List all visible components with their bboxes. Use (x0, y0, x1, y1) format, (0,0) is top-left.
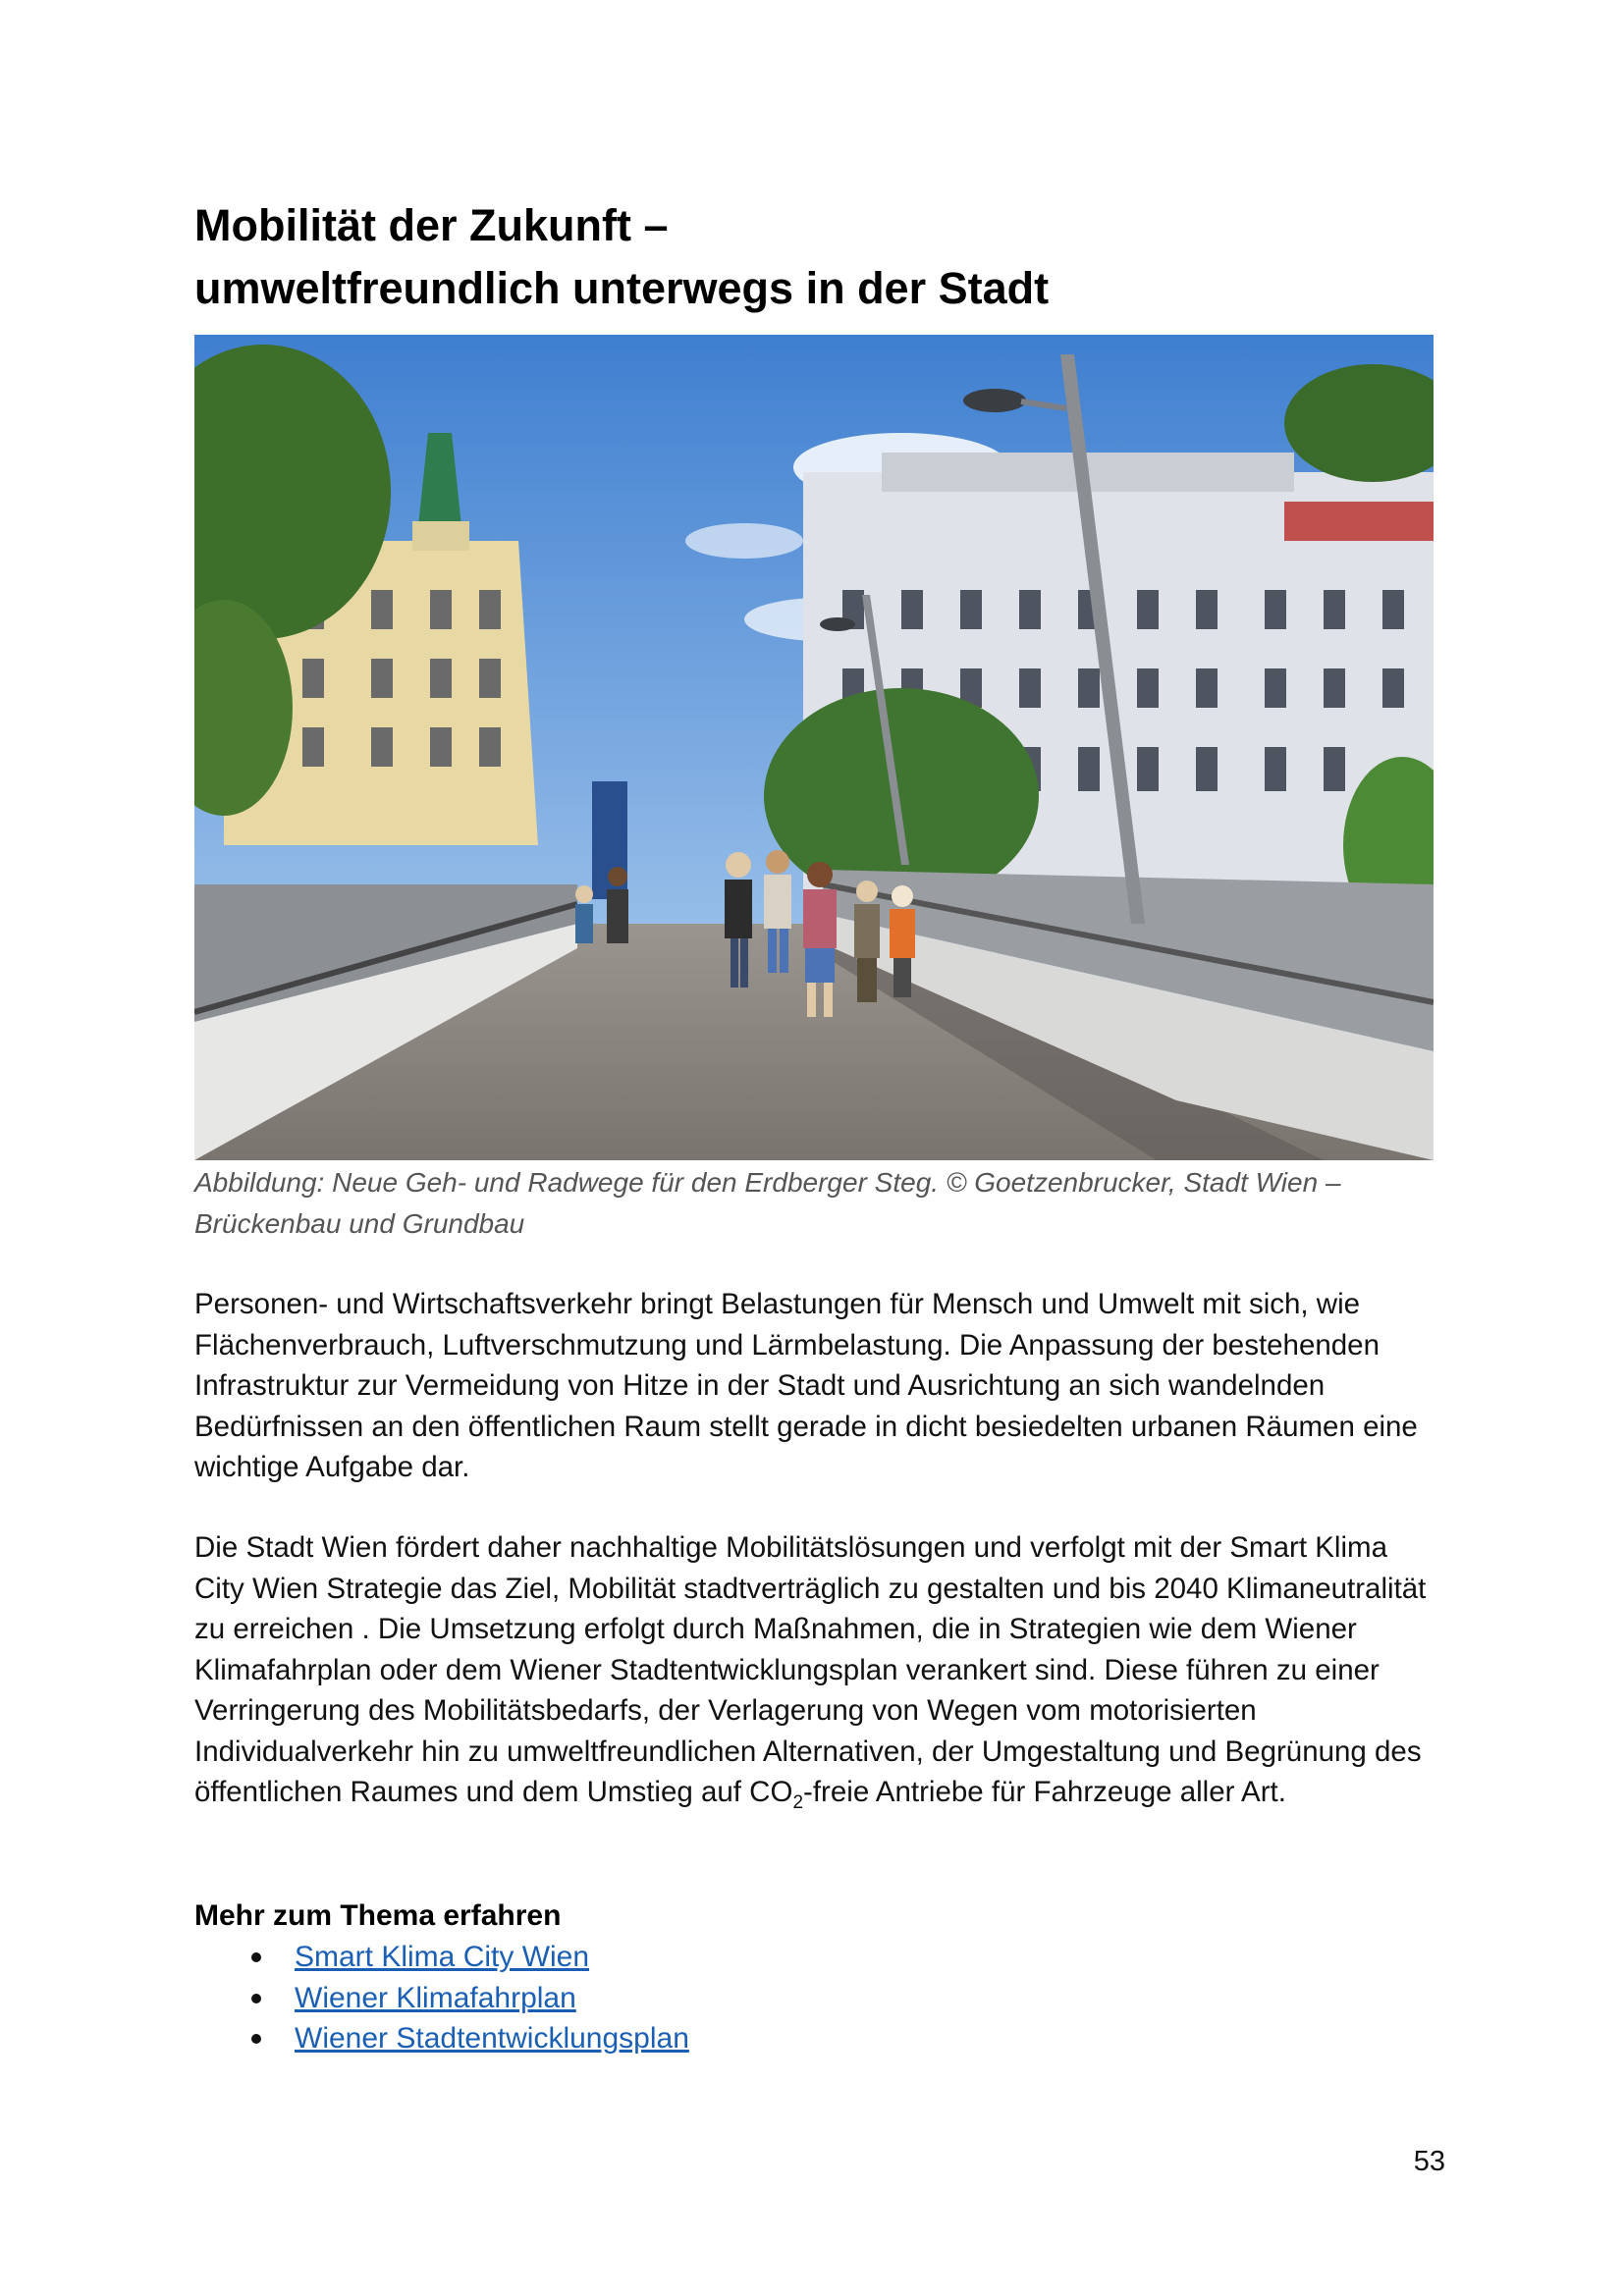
link-wiener-stadtentwicklungsplan[interactable]: Wiener Stadtentwicklungsplan (295, 2022, 689, 2055)
bullet-icon (251, 2034, 261, 2044)
figure-caption (194, 1162, 1436, 1245)
page-title (194, 194, 1432, 320)
bullet-icon (251, 1994, 261, 2003)
paragraph-intro: Personen- und Wirtschaftsverkehr bringt Belastungen für Mensch und Umwelt mit sich, wie Flächenverbrauch, Luftverschmutzung und Lärmbelastung. Die Anpassung der bestehenden Infrastruktur zur Vermeidung von Hitze in der Stadt und Ausrichtung an sich wandelnden Bedürfnissen an den öffentlichen Raum stellt gerade in dicht besiedelten urbanen Räumen eine wichtige Aufgabe dar. (194, 1288, 1418, 1483)
caption-line-2: Brückenbau und Grundbau (194, 1208, 525, 1239)
link-wiener-klimafahrplan[interactable]: Wiener Klimafahrplan (295, 1981, 576, 2014)
caption-line-1: Abbildung: Neue Geh- und Radwege für den Erdberger Steg. © Goetzenbrucker, Stadt Wien – (194, 1167, 1341, 1198)
co2-subscript: 2 (792, 1791, 804, 1813)
link-smart-klima-city-wien[interactable]: Smart Klima City Wien (295, 1941, 590, 1973)
paragraph-strategy-text: Die Stadt Wien fördert daher nachhaltige Mobilitätslösungen und verfolgt mit der Smart Klima City Wien Strategie das Ziel, Mobilität stadtverträglich zu gestalten und bis 2040 Klimaneutralität zu erreichen . Die Umsetzung erfolgt durch Maßnahmen, die in Strategien wie dem Wiener Klimafahrplan oder dem Wiener Stadtentwicklungsplan verankert sind. Diese führen zu einer Verringerung des Mobilitätsbedarfs, der Verlagerung von Wegen vom motorisierten Individualverkehr hin zu umweltfreundlichen Alternativen, der Umgestaltung und Begrünung des öffentlichen Raumes und dem Umstieg auf CO (194, 1531, 1427, 1808)
paragraph-strategy-end: -freie Antriebe für Fahrzeuge aller Art. (803, 1776, 1286, 1808)
bridge-photo (194, 335, 1434, 1160)
more-info-heading: Mehr zum Thema erfahren (194, 1899, 562, 1932)
bullet-icon (251, 1952, 261, 1962)
title-line-1: Mobilität der Zukunft – (194, 200, 669, 250)
page-number: 53 (1413, 2146, 1445, 2177)
title-line-2: umweltfreundlich unterwegs in der Stadt (194, 263, 1050, 313)
paragraph-strategy (194, 1527, 1436, 1813)
